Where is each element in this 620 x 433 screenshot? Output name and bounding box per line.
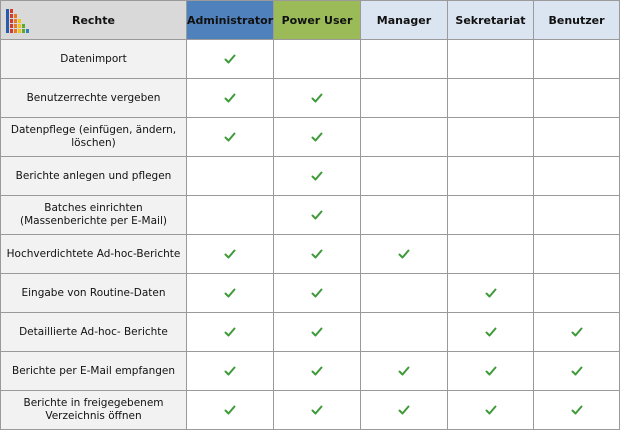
grant-cell-power-user — [274, 118, 361, 157]
grant-cell-sekretariat — [448, 274, 534, 313]
grant-cell-manager — [361, 118, 448, 157]
grant-cell-power-user — [274, 40, 361, 79]
checkmark-icon — [224, 365, 236, 377]
checkmark-icon — [311, 326, 323, 338]
grant-cell-manager — [361, 274, 448, 313]
grant-cell-manager — [361, 391, 448, 430]
checkmark-icon — [398, 404, 410, 416]
grant-cell-benutzer — [534, 391, 620, 430]
table-row — [1, 274, 620, 313]
checkmark-icon — [224, 248, 236, 260]
grant-cell-power-user — [274, 157, 361, 196]
grant-cell-power-user — [274, 196, 361, 235]
grant-cell-sekretariat — [448, 118, 534, 157]
grant-cell-power-user — [274, 352, 361, 391]
right-label: Benutzerrechte vergeben — [1, 79, 187, 118]
grant-cell-sekretariat — [448, 235, 534, 274]
header-role-administrator: Administrator — [187, 1, 274, 40]
right-label: Berichte in freigegebenem Verzeichnis öffnen — [1, 391, 187, 430]
checkmark-icon — [224, 53, 236, 65]
grant-cell-sekretariat — [448, 40, 534, 79]
header-role-sekretariat: Sekretariat — [448, 1, 534, 40]
grant-cell-benutzer — [534, 313, 620, 352]
checkmark-icon — [224, 131, 236, 143]
table-row — [1, 40, 620, 79]
header-rights — [1, 1, 187, 40]
grant-cell-power-user — [274, 79, 361, 118]
checkmark-icon — [224, 287, 236, 299]
grant-cell-administrator — [187, 157, 274, 196]
checkmark-icon — [571, 404, 583, 416]
table-row — [1, 352, 620, 391]
grant-cell-administrator — [187, 118, 274, 157]
table-row — [1, 391, 620, 430]
checkmark-icon — [398, 365, 410, 377]
checkmark-icon — [224, 92, 236, 104]
checkmark-icon — [311, 209, 323, 221]
grant-cell-manager — [361, 40, 448, 79]
grant-cell-sekretariat — [448, 352, 534, 391]
checkmark-icon — [311, 365, 323, 377]
grant-cell-administrator — [187, 313, 274, 352]
checkmark-icon — [485, 365, 497, 377]
grant-cell-benutzer — [534, 118, 620, 157]
grant-cell-power-user — [274, 235, 361, 274]
grant-cell-manager — [361, 196, 448, 235]
checkmark-icon — [311, 170, 323, 182]
grant-cell-benutzer — [534, 40, 620, 79]
grant-cell-sekretariat — [448, 391, 534, 430]
header-role-benutzer: Benutzer — [534, 1, 620, 40]
right-label: Berichte per E-Mail empfangen — [1, 352, 187, 391]
grant-cell-manager — [361, 79, 448, 118]
grant-cell-administrator — [187, 352, 274, 391]
right-label: Datenimport — [1, 40, 187, 79]
right-label: Batches einrichten (Massenberichte per E-Mail) — [1, 196, 187, 235]
checkmark-icon — [224, 326, 236, 338]
grant-cell-manager — [361, 235, 448, 274]
table-row — [1, 313, 620, 352]
checkmark-icon — [485, 404, 497, 416]
right-label: Eingabe von Routine-Daten — [1, 274, 187, 313]
grant-cell-manager — [361, 352, 448, 391]
grant-cell-benutzer — [534, 196, 620, 235]
grant-cell-manager — [361, 313, 448, 352]
grant-cell-sekretariat — [448, 313, 534, 352]
checkmark-icon — [311, 131, 323, 143]
grant-cell-sekretariat — [448, 79, 534, 118]
checkmark-icon — [311, 404, 323, 416]
grant-cell-administrator — [187, 196, 274, 235]
checkmark-icon — [571, 365, 583, 377]
checkmark-icon — [398, 248, 410, 260]
grant-cell-sekretariat — [448, 196, 534, 235]
grant-cell-administrator — [187, 391, 274, 430]
table-row — [1, 157, 620, 196]
right-label: Datenpflege (einfügen, ändern, löschen) — [1, 118, 187, 157]
table-row — [1, 196, 620, 235]
checkmark-icon — [311, 248, 323, 260]
checkmark-icon — [485, 326, 497, 338]
checkmark-icon — [571, 326, 583, 338]
grant-cell-benutzer — [534, 157, 620, 196]
checkmark-icon — [224, 404, 236, 416]
grant-cell-benutzer — [534, 235, 620, 274]
table-row — [1, 235, 620, 274]
permissions-body — [1, 40, 620, 430]
grant-cell-benutzer — [534, 79, 620, 118]
header-role-manager: Manager — [361, 1, 448, 40]
grant-cell-sekretariat — [448, 157, 534, 196]
grant-cell-benutzer — [534, 274, 620, 313]
checkmark-icon — [311, 287, 323, 299]
table-row — [1, 118, 620, 157]
bar-logo-icon — [5, 5, 35, 35]
right-label: Hochverdichtete Ad-hoc-Berichte — [1, 235, 187, 274]
right-label: Berichte anlegen und pflegen — [1, 157, 187, 196]
grant-cell-manager — [361, 157, 448, 196]
grant-cell-power-user — [274, 313, 361, 352]
grant-cell-power-user — [274, 274, 361, 313]
right-label: Detaillierte Ad-hoc- Berichte — [1, 313, 187, 352]
header-rights-label: Rechte — [71, 13, 115, 27]
grant-cell-administrator — [187, 235, 274, 274]
grant-cell-administrator — [187, 40, 274, 79]
header-role-power-user: Power User — [274, 1, 361, 40]
header-row — [1, 1, 620, 40]
grant-cell-power-user — [274, 391, 361, 430]
checkmark-icon — [485, 287, 497, 299]
table-row — [1, 79, 620, 118]
grant-cell-administrator — [187, 274, 274, 313]
grant-cell-benutzer — [534, 352, 620, 391]
checkmark-icon — [311, 92, 323, 104]
grant-cell-administrator — [187, 79, 274, 118]
